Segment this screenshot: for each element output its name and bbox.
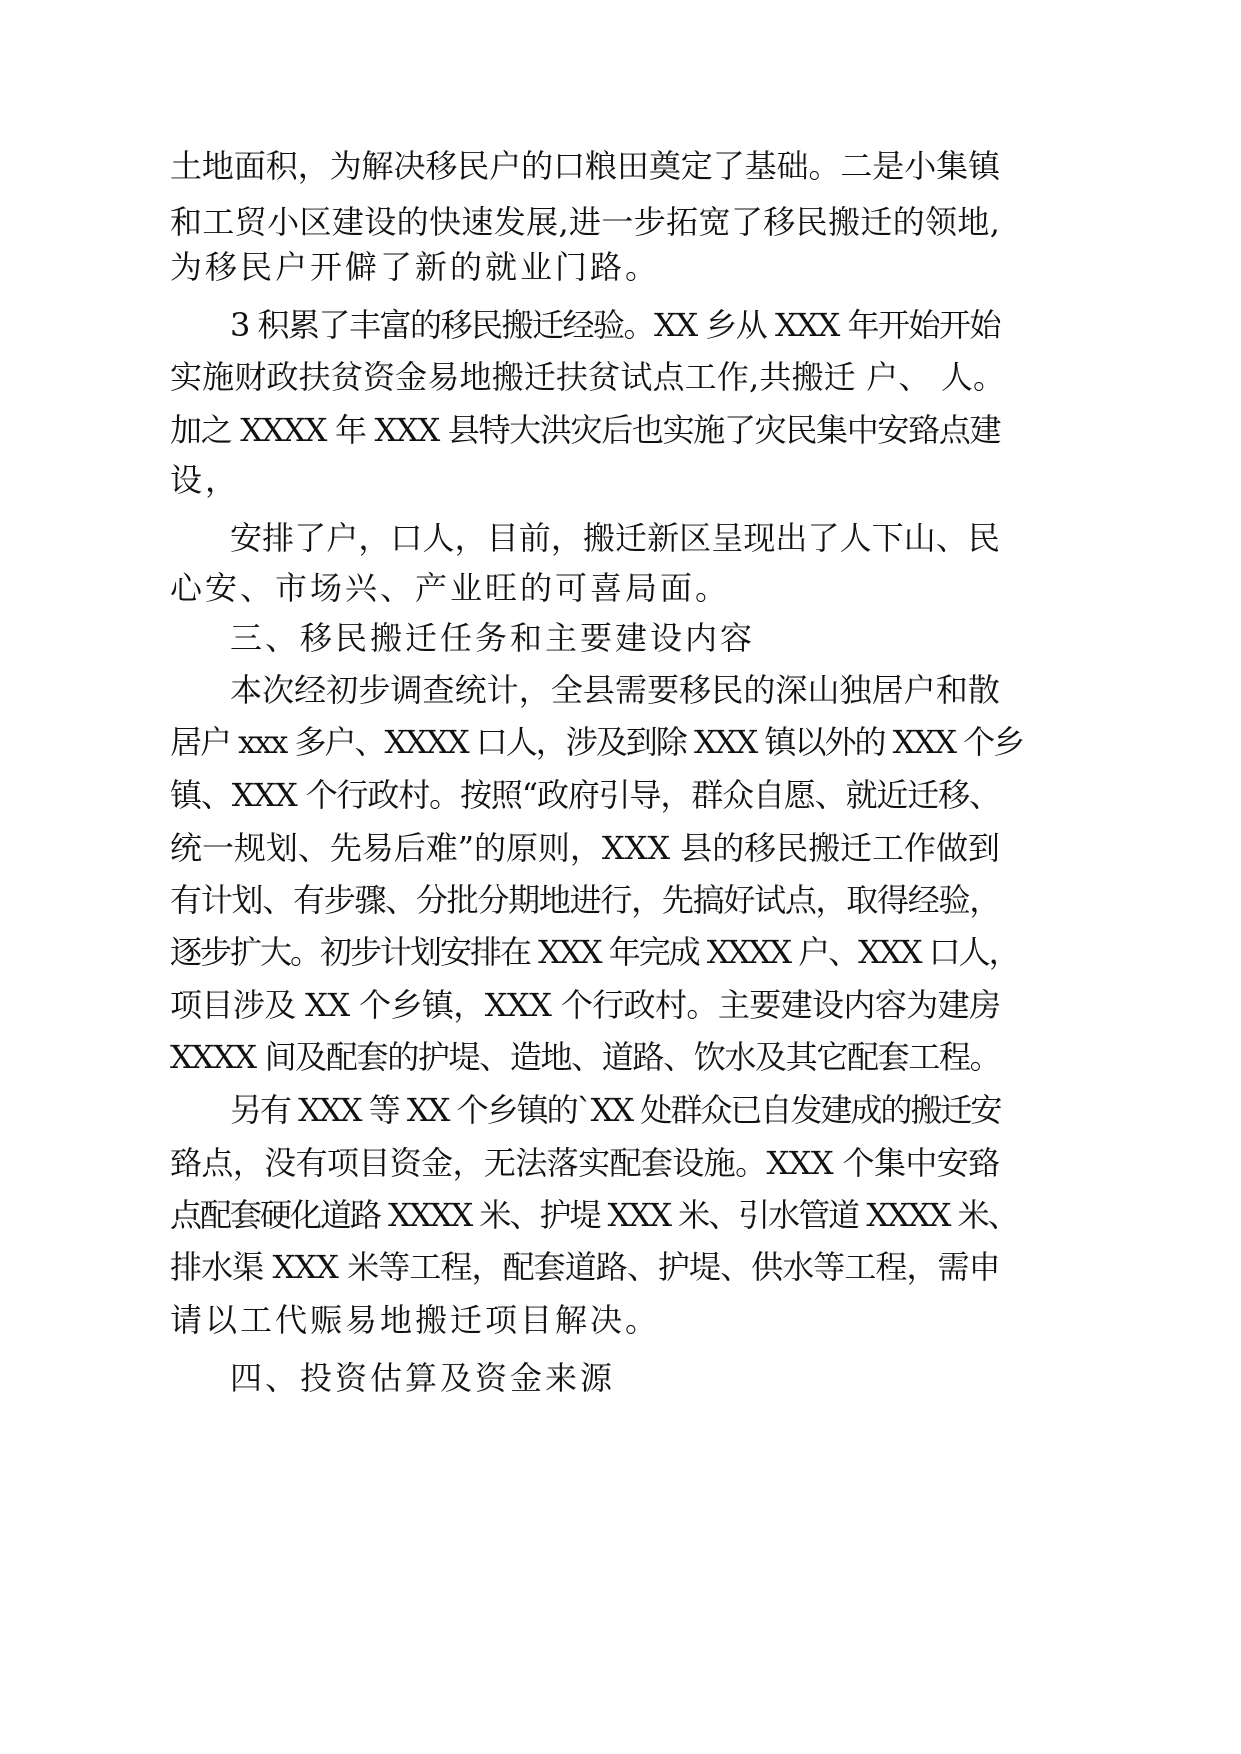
- text-line: 逐步扩大。初步计划安排在 XXX 年完成 XXXX 户、XXX 口人，: [170, 933, 1019, 971]
- text-line: 镇、XXX 个行政村。按照“政府引导，群众自愿、就近迁移、: [170, 776, 1000, 814]
- section-heading: 三、移民搬迁任务和主要建设内容: [230, 619, 756, 657]
- text-line: 请以工代赈易地搬迁项目解决。: [170, 1301, 661, 1339]
- text-line: 本次经初步调查统计，全县需要移民的深山独居户和散: [230, 671, 1001, 709]
- text-line: 有计划、有步骤、分批分期地进行，先搞好试点，取得经验，: [170, 881, 1001, 919]
- text-line: 实施财政扶贫资金易地搬迁扶贫试点工作,共搬迁 户、 人。: [170, 358, 1006, 396]
- text-line: 居户 xxx 多户、XXXX 口人，涉及到除 XXX 镇以外的 XXX 个乡: [170, 723, 1024, 761]
- text-line: 3 积累了丰富的移民搬迁经验。XX 乡从 XXX 年开始开始: [230, 306, 1000, 344]
- text-line: 安排了户，口人，目前，搬迁新区呈现出了人下山、民: [230, 519, 1001, 557]
- text-line: 设，: [170, 461, 241, 499]
- text-line: 排水渠 XXX 米等工程，配套道路、护堤、供水等工程，需申: [170, 1248, 1000, 1286]
- text-line: 项目涉及 XX 个乡镇，XXX 个行政村。主要建设内容为建房: [170, 986, 1001, 1024]
- text-line: 统一规划、先易后难”的原则，XXX 县的移民搬迁工作做到: [170, 829, 1000, 867]
- text-line: 心安、市场兴、产业旺的可喜局面。: [170, 569, 731, 607]
- text-line: 另有 XXX 等 XX 个乡镇的`XX 处群众已自发建成的搬迁安: [230, 1091, 1001, 1129]
- text-line: 臵点，没有项目资金，无法落实配套设施。XXX 个集中安臵: [170, 1144, 1000, 1182]
- text-line: XXXX 间及配套的护堤、造地、道路、饮水及其它配套工程。: [170, 1038, 1001, 1076]
- text-line: 和工贸小区建设的快速发展,进一步拓宽了移民搬迁的领地,: [170, 203, 1001, 241]
- section-heading: 四、投资估算及资金来源: [230, 1359, 616, 1397]
- text-line: 加之 XXXX 年 XXX 县特大洪灾后也实施了灾民集中安臵点建: [170, 411, 1001, 449]
- text-line: 土地面积，为解决移民户的口粮田奠定了基础。二是小集镇: [170, 147, 1001, 185]
- text-line: 为移民户开僻了新的就业门路。: [170, 248, 661, 286]
- text-line: 点配套硬化道路 XXXX 米、护堤 XXX 米、引水管道 XXXX 米、: [170, 1196, 1018, 1234]
